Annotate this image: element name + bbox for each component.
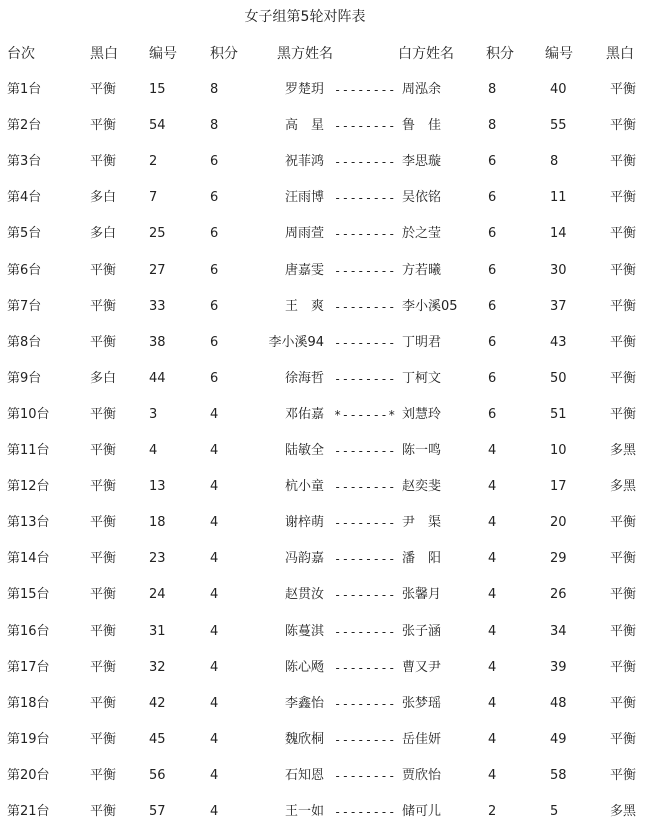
board-cell: 第17台	[7, 660, 50, 675]
black-color-cell: 平衡	[90, 587, 117, 602]
separator-cell: --------	[334, 264, 396, 278]
header-black-no: 编号	[149, 46, 177, 62]
white-points-cell: 4	[488, 624, 497, 639]
black-color-cell: 平衡	[90, 660, 117, 675]
black-name-cell: 陆敏全	[284, 443, 324, 458]
black-color-cell: 平衡	[90, 551, 117, 566]
separator-cell: --------	[334, 733, 396, 747]
black-name-cell: 李鑫怡	[284, 696, 324, 711]
white-points-cell: 6	[488, 190, 497, 205]
table-row	[0, 405, 650, 425]
table-row	[0, 80, 650, 100]
black-points-cell: 8	[210, 82, 219, 97]
white-points-cell: 8	[488, 82, 497, 97]
board-cell: 第14台	[7, 551, 50, 566]
board-cell: 第15台	[7, 587, 50, 602]
black-name-cell: 徐海哲	[284, 371, 324, 386]
black-name-cell: 汪雨博	[284, 190, 324, 205]
black-no-cell: 38	[149, 335, 166, 350]
header-black-color: 黑白	[90, 46, 118, 62]
black-points-cell: 8	[210, 118, 219, 133]
white-no-cell: 30	[550, 263, 567, 278]
black-points-cell: 4	[210, 479, 219, 494]
white-points-cell: 4	[488, 696, 497, 711]
white-color-cell: 平衡	[610, 732, 637, 747]
board-cell: 第5台	[7, 226, 42, 241]
black-no-cell: 13	[149, 479, 166, 494]
white-no-cell: 37	[550, 299, 567, 314]
table-row	[0, 152, 650, 172]
white-color-cell: 平衡	[610, 696, 637, 711]
white-color-cell: 平衡	[610, 190, 637, 205]
white-no-cell: 40	[550, 82, 567, 97]
white-points-cell: 6	[488, 371, 497, 386]
header-white-points: 积分	[486, 46, 514, 62]
table-row	[0, 622, 650, 642]
separator-cell: --------	[334, 769, 396, 783]
black-color-cell: 平衡	[90, 118, 117, 133]
separator-cell: --------	[334, 336, 396, 350]
table-row	[0, 766, 650, 786]
black-name-cell: 陈心飏	[284, 660, 324, 675]
table-row	[0, 477, 650, 497]
black-points-cell: 4	[210, 443, 219, 458]
white-name-cell: 尹 渠	[402, 515, 442, 530]
black-no-cell: 23	[149, 551, 166, 566]
white-color-cell: 平衡	[610, 335, 637, 350]
black-no-cell: 57	[149, 804, 166, 819]
white-name-cell: 方若曦	[402, 263, 442, 278]
white-color-cell: 平衡	[610, 587, 637, 602]
black-color-cell: 平衡	[90, 804, 117, 819]
white-no-cell: 58	[550, 768, 567, 783]
black-no-cell: 18	[149, 515, 166, 530]
board-cell: 第7台	[7, 299, 42, 314]
black-no-cell: 32	[149, 660, 166, 675]
black-name-cell: 魏欣桐	[284, 732, 324, 747]
separator-cell: *------*	[334, 408, 396, 422]
table-row	[0, 369, 650, 389]
white-no-cell: 39	[550, 660, 567, 675]
board-cell: 第11台	[7, 443, 50, 458]
white-color-cell: 平衡	[610, 154, 637, 169]
black-points-cell: 4	[210, 660, 219, 675]
black-color-cell: 平衡	[90, 263, 117, 278]
white-no-cell: 48	[550, 696, 567, 711]
table-row	[0, 224, 650, 244]
white-name-cell: 陈一鸣	[402, 443, 442, 458]
table-header	[0, 44, 650, 64]
white-name-cell: 鲁 佳	[402, 118, 442, 133]
white-points-cell: 4	[488, 660, 497, 675]
white-points-cell: 4	[488, 479, 497, 494]
white-no-cell: 5	[550, 804, 559, 819]
white-name-cell: 刘慧玲	[402, 407, 442, 422]
black-points-cell: 6	[210, 299, 219, 314]
white-no-cell: 55	[550, 118, 567, 133]
black-points-cell: 6	[210, 263, 219, 278]
white-points-cell: 6	[488, 407, 497, 422]
table-row	[0, 297, 650, 317]
separator-cell: --------	[334, 191, 396, 205]
board-cell: 第1台	[7, 82, 42, 97]
white-points-cell: 4	[488, 732, 497, 747]
separator-cell: --------	[334, 697, 396, 711]
board-cell: 第4台	[7, 190, 42, 205]
white-no-cell: 51	[550, 407, 567, 422]
board-cell: 第6台	[7, 263, 42, 278]
white-name-cell: 张子涵	[402, 624, 442, 639]
separator-cell: --------	[334, 588, 396, 602]
black-color-cell: 平衡	[90, 696, 117, 711]
white-name-cell: 李思璇	[402, 154, 442, 169]
black-no-cell: 3	[149, 407, 158, 422]
white-color-cell: 平衡	[610, 263, 637, 278]
white-no-cell: 29	[550, 551, 567, 566]
white-points-cell: 6	[488, 299, 497, 314]
separator-cell: --------	[334, 372, 396, 386]
header-board: 台次	[7, 46, 35, 62]
black-name-cell: 唐嘉雯	[284, 263, 324, 278]
separator-cell: --------	[334, 300, 396, 314]
black-color-cell: 多白	[90, 190, 117, 205]
white-color-cell: 平衡	[610, 551, 637, 566]
white-name-cell: 张馨月	[402, 587, 442, 602]
header-black-points: 积分	[210, 46, 238, 62]
board-cell: 第18台	[7, 696, 50, 711]
separator-cell: --------	[334, 625, 396, 639]
white-color-cell: 平衡	[610, 82, 637, 97]
white-name-cell: 张梦瑶	[402, 696, 442, 711]
white-name-cell: 吴依铭	[402, 190, 442, 205]
white-color-cell: 多黑	[610, 804, 637, 819]
table-row	[0, 441, 650, 461]
black-points-cell: 6	[210, 190, 219, 205]
white-color-cell: 平衡	[610, 515, 637, 530]
white-points-cell: 2	[488, 804, 497, 819]
white-no-cell: 20	[550, 515, 567, 530]
white-name-cell: 贾欣怡	[402, 768, 442, 783]
header-white-no: 编号	[545, 46, 573, 62]
black-name-cell: 李小溪94	[268, 335, 324, 350]
board-cell: 第16台	[7, 624, 50, 639]
white-name-cell: 赵奕斐	[402, 479, 442, 494]
white-color-cell: 平衡	[610, 226, 637, 241]
black-no-cell: 4	[149, 443, 158, 458]
black-color-cell: 平衡	[90, 624, 117, 639]
table-row	[0, 261, 650, 281]
board-cell: 第20台	[7, 768, 50, 783]
white-color-cell: 平衡	[610, 660, 637, 675]
white-points-cell: 6	[488, 154, 497, 169]
table-row	[0, 658, 650, 678]
white-points-cell: 6	[488, 335, 497, 350]
separator-cell: --------	[334, 155, 396, 169]
white-no-cell: 49	[550, 732, 567, 747]
separator-cell: --------	[334, 480, 396, 494]
white-points-cell: 8	[488, 118, 497, 133]
white-no-cell: 8	[550, 154, 559, 169]
white-name-cell: 周泓余	[402, 82, 442, 97]
board-cell: 第13台	[7, 515, 50, 530]
header-white-color: 黑白	[606, 46, 634, 62]
black-points-cell: 4	[210, 624, 219, 639]
white-color-cell: 平衡	[610, 299, 637, 314]
black-points-cell: 4	[210, 407, 219, 422]
black-no-cell: 15	[149, 82, 166, 97]
black-points-cell: 4	[210, 515, 219, 530]
table-row	[0, 585, 650, 605]
black-color-cell: 平衡	[90, 515, 117, 530]
black-no-cell: 56	[149, 768, 166, 783]
separator-cell: --------	[334, 516, 396, 530]
black-name-cell: 冯韵嘉	[284, 551, 324, 566]
white-no-cell: 11	[550, 190, 567, 205]
black-points-cell: 6	[210, 335, 219, 350]
white-color-cell: 平衡	[610, 118, 637, 133]
black-color-cell: 平衡	[90, 479, 117, 494]
separator-cell: --------	[334, 552, 396, 566]
white-no-cell: 14	[550, 226, 567, 241]
white-points-cell: 4	[488, 551, 497, 566]
black-color-cell: 多白	[90, 226, 117, 241]
black-name-cell: 王一如	[284, 804, 324, 819]
white-name-cell: 岳佳妍	[402, 732, 442, 747]
header-black-name: 黑方姓名	[277, 46, 333, 62]
white-no-cell: 43	[550, 335, 567, 350]
black-color-cell: 平衡	[90, 768, 117, 783]
separator-cell: --------	[334, 661, 396, 675]
black-no-cell: 31	[149, 624, 166, 639]
black-no-cell: 42	[149, 696, 166, 711]
black-color-cell: 平衡	[90, 154, 117, 169]
separator-cell: --------	[334, 805, 396, 819]
black-points-cell: 4	[210, 804, 219, 819]
white-points-cell: 4	[488, 443, 497, 458]
black-no-cell: 24	[149, 587, 166, 602]
board-cell: 第10台	[7, 407, 50, 422]
board-cell: 第19台	[7, 732, 50, 747]
black-name-cell: 祝菲鸿	[284, 154, 324, 169]
black-color-cell: 平衡	[90, 299, 117, 314]
separator-cell: --------	[334, 119, 396, 133]
table-row	[0, 549, 650, 569]
white-points-cell: 6	[488, 263, 497, 278]
black-no-cell: 54	[149, 118, 166, 133]
table-row	[0, 188, 650, 208]
black-name-cell: 谢梓萌	[284, 515, 324, 530]
white-no-cell: 26	[550, 587, 567, 602]
table-row	[0, 513, 650, 533]
separator-cell: --------	[334, 227, 396, 241]
white-color-cell: 平衡	[610, 371, 637, 386]
black-no-cell: 25	[149, 226, 166, 241]
header-white-name: 白方姓名	[398, 46, 454, 62]
white-name-cell: 丁柯文	[402, 371, 442, 386]
white-points-cell: 4	[488, 587, 497, 602]
black-name-cell: 陈蔓淇	[284, 624, 324, 639]
black-name-cell: 高 星	[284, 118, 324, 133]
white-name-cell: 潘 阳	[402, 551, 442, 566]
black-color-cell: 平衡	[90, 82, 117, 97]
black-name-cell: 赵贯汝	[284, 587, 324, 602]
black-name-cell: 邓佑嘉	[284, 407, 324, 422]
white-name-cell: 储可儿	[402, 804, 442, 819]
white-points-cell: 6	[488, 226, 497, 241]
board-cell: 第2台	[7, 118, 42, 133]
black-points-cell: 4	[210, 732, 219, 747]
white-color-cell: 多黑	[610, 443, 637, 458]
black-name-cell: 杭小童	[284, 479, 324, 494]
table-row	[0, 802, 650, 822]
black-name-cell: 周雨萱	[284, 226, 324, 241]
table-row	[0, 333, 650, 353]
white-name-cell: 於之莹	[402, 226, 442, 241]
black-no-cell: 7	[149, 190, 158, 205]
black-points-cell: 4	[210, 587, 219, 602]
black-name-cell: 王 爽	[284, 299, 324, 314]
separator-cell: --------	[334, 444, 396, 458]
table-row	[0, 694, 650, 714]
black-points-cell: 4	[210, 696, 219, 711]
white-name-cell: 曹又尹	[402, 660, 442, 675]
table-row	[0, 730, 650, 750]
white-no-cell: 10	[550, 443, 567, 458]
white-no-cell: 34	[550, 624, 567, 639]
board-cell: 第12台	[7, 479, 50, 494]
black-points-cell: 6	[210, 226, 219, 241]
black-points-cell: 4	[210, 768, 219, 783]
white-color-cell: 平衡	[610, 768, 637, 783]
black-color-cell: 平衡	[90, 335, 117, 350]
white-no-cell: 50	[550, 371, 567, 386]
black-no-cell: 44	[149, 371, 166, 386]
white-name-cell: 李小溪05	[402, 299, 458, 314]
board-cell: 第8台	[7, 335, 42, 350]
black-no-cell: 33	[149, 299, 166, 314]
white-color-cell: 平衡	[610, 624, 637, 639]
white-no-cell: 17	[550, 479, 567, 494]
white-points-cell: 4	[488, 515, 497, 530]
black-color-cell: 平衡	[90, 732, 117, 747]
black-name-cell: 罗楚玥	[284, 82, 324, 97]
black-points-cell: 6	[210, 154, 219, 169]
board-cell: 第3台	[7, 154, 42, 169]
black-color-cell: 多白	[90, 371, 117, 386]
black-no-cell: 2	[149, 154, 158, 169]
white-color-cell: 多黑	[610, 479, 637, 494]
page-title: 女子组第5轮对阵表	[244, 9, 366, 25]
black-no-cell: 45	[149, 732, 166, 747]
board-cell: 第21台	[7, 804, 50, 819]
table-row	[0, 116, 650, 136]
white-name-cell: 丁明君	[402, 335, 442, 350]
black-color-cell: 平衡	[90, 443, 117, 458]
black-color-cell: 平衡	[90, 407, 117, 422]
black-name-cell: 石知恩	[284, 768, 324, 783]
separator-cell: --------	[334, 83, 396, 97]
black-points-cell: 4	[210, 551, 219, 566]
black-no-cell: 27	[149, 263, 166, 278]
board-cell: 第9台	[7, 371, 42, 386]
white-color-cell: 平衡	[610, 407, 637, 422]
white-points-cell: 4	[488, 768, 497, 783]
black-points-cell: 6	[210, 371, 219, 386]
